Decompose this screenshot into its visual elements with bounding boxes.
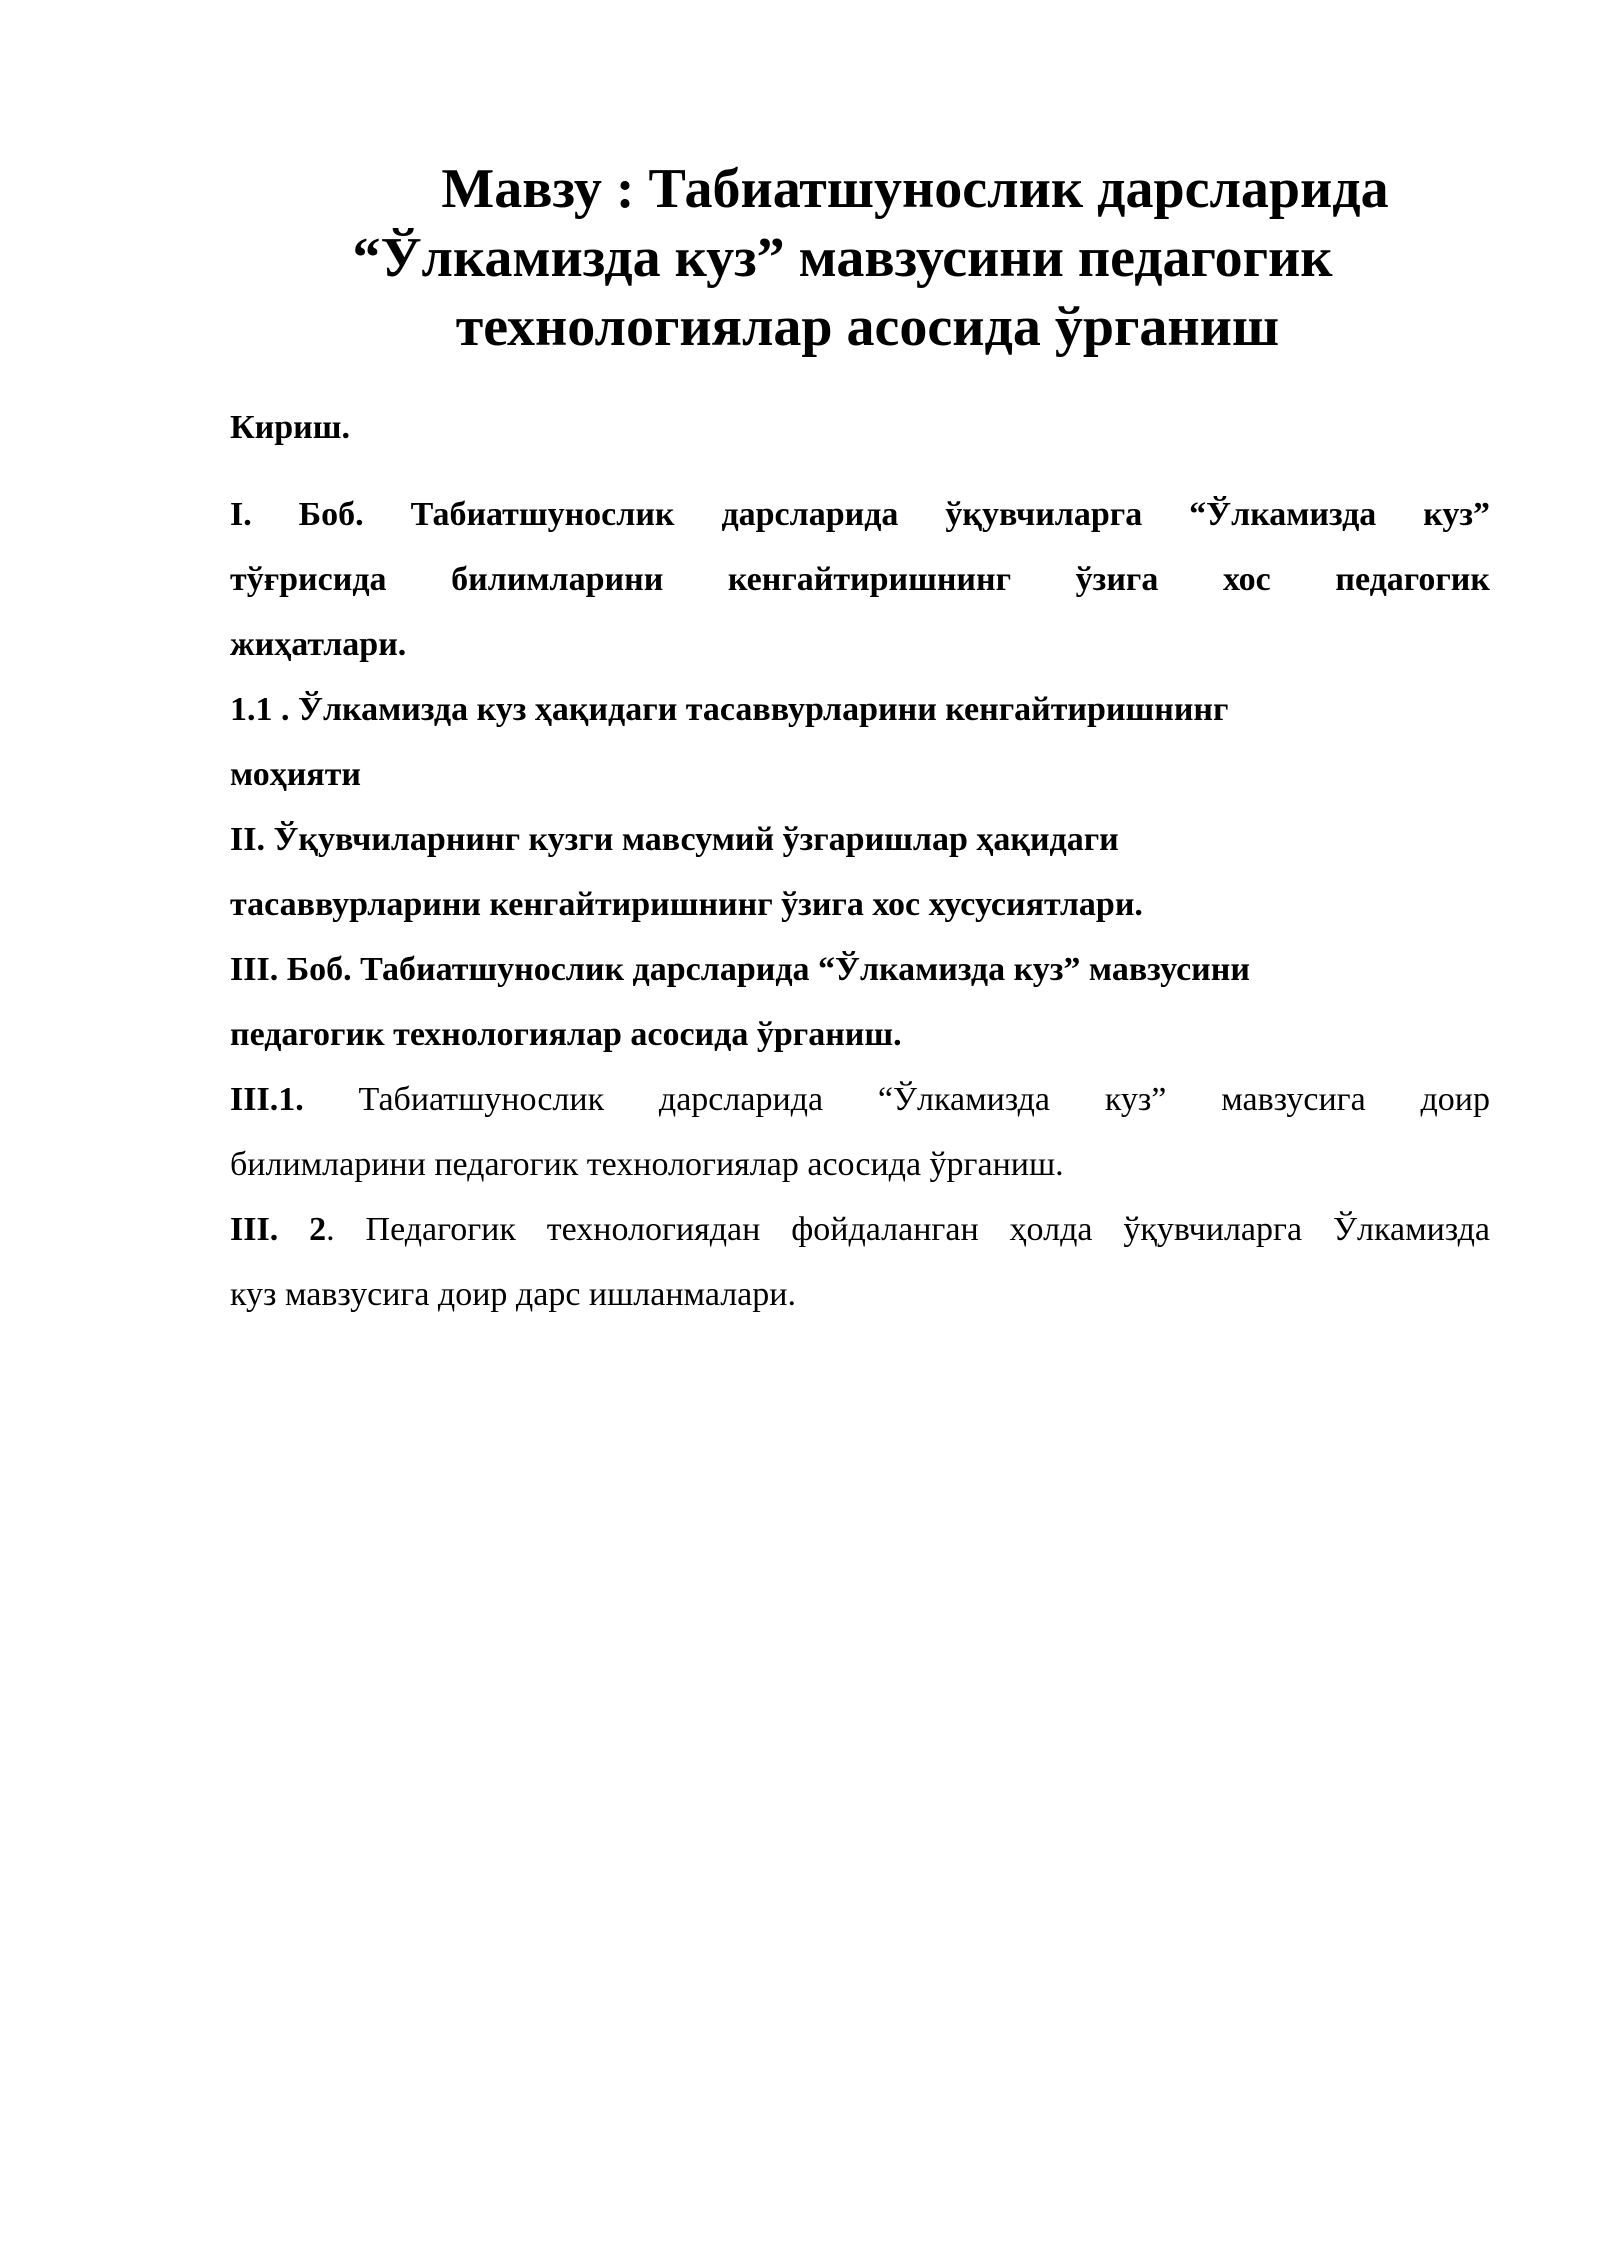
toc-chapter-2-line: тасаввурларини кенгайтиришнинг ўзига хос хусусиятлари. [230,886,1143,923]
toc-section-3-1-number: III.1. [230,1081,304,1118]
toc-section-3-2-line: куз мавзусига доир дарс ишланмалари. [230,1276,796,1313]
toc-section-3-1-text: Табиатшунослик дарсларида “Ўлкамизда куз” мавзусига доир [303,1081,1490,1118]
table-of-contents [230,395,1490,1327]
toc-section-3-2-number: III. 2 [230,1211,327,1248]
toc-intro: Кириш. [230,409,350,446]
toc-chapter-2 [230,807,1490,937]
toc-section-3-2-line [230,1197,1490,1262]
toc-chapter-3 [230,937,1490,1067]
toc-section-1-1-line: 1.1 . Ўлкамизда куз ҳақидаги тасаввурларини кенгайтиришнинг [230,691,1229,728]
title-line-2: “Ўлкамизда куз” мавзусини педагогик [352,227,1333,289]
toc-section-3-1 [230,1067,1490,1197]
toc-section-1-1 [230,677,1490,807]
toc-section-3-1-line: билимларини педагогик технологиялар асосида ўрганиш. [230,1146,1064,1183]
title-line-3: технологиялар асосида ўрганиш [455,296,1280,358]
toc-chapter-2-line: II. Ўқувчиларнинг кузги мавсумий ўзгаришлар ҳақидаги [230,821,1119,858]
toc-chapter-1-line: I. Боб. Табиатшунослик дарсларида ўқувчиларга “Ўлкамизда куз” [230,496,1490,533]
toc-chapter-3-line: III. Боб. Табиатшунослик дарсларида “Ўлкамизда куз” мавзусини [230,951,1250,988]
title-line-1: Мавзу : Табиатшунослик дарсларида [441,158,1389,220]
toc-section-3-2 [230,1197,1490,1327]
toc-chapter-1-line: тўғрисида билимларини кенгайтиришнинг ўзига хос педагогик [230,561,1490,598]
toc-chapter-1-line: жиҳатлари. [230,626,407,663]
toc-section-3-2-text: . Педагогик технологиядан фойдаланган ҳолда ўқувчиларга Ўлкамизда [326,1211,1490,1248]
document-title [230,155,1490,362]
toc-section-3-1-line [230,1067,1490,1132]
toc-chapter-1 [230,482,1490,677]
toc-section-1-1-line: моҳияти [230,756,361,793]
toc-chapter-3-line: педагогик технологиялар асосида ўрганиш. [230,1016,902,1053]
